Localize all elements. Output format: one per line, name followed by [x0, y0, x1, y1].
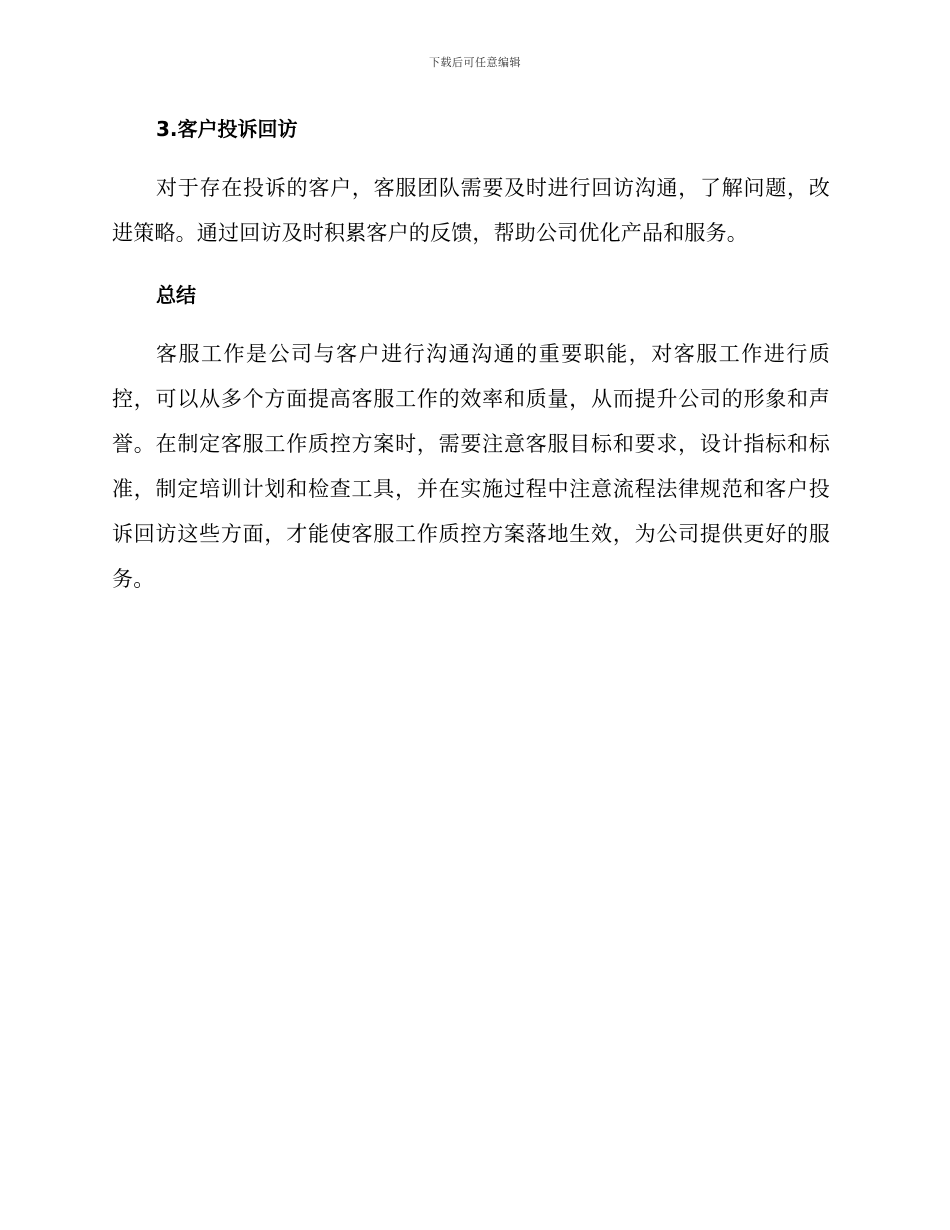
page-header: 下载后可任意编辑	[429, 56, 521, 69]
section-heading-summary: 总结	[156, 283, 196, 307]
section-paragraph-complaint-followup: 对于存在投诉的客户，客服团队需要及时进行回访沟通，了解问题，改进策略。通过回访及时积累客户的反馈，帮助公司优化产品和服务。	[112, 176, 830, 245]
section-paragraph-summary: 客服工作是公司与客户进行沟通沟通的重要职能，对客服工作进行质控，可以从多个方面提高客服工作的效率和质量，从而提升公司的形象和声誉。在制定客服工作质控方案时，需要注意客服目标和要求，设计指标和标准，制定培训计划和检查工具，并在实施过程中注意流程法律规范和客户投诉回访这些方面，才能使客服工作质控方案落地生效，为公司提供更好的服务。	[112, 342, 830, 591]
document-body	[112, 112, 830, 602]
section-heading-complaint-followup: 3.客户投诉回访	[156, 117, 298, 141]
